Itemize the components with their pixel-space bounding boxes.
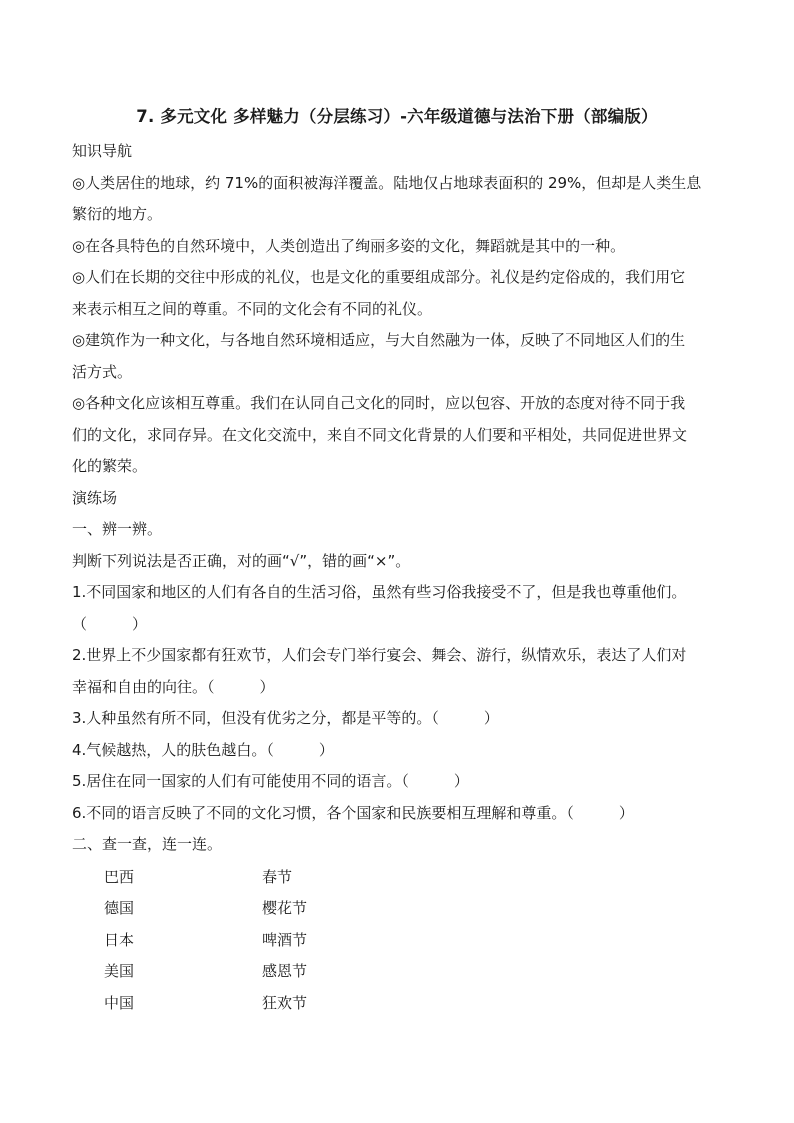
question-line: 4.气候越热，人的肤色越白。（ ） bbox=[72, 740, 334, 759]
section2-title: 二、查一查，连一连。 bbox=[72, 835, 223, 853]
section1-instruction: 判断下列说法是否正确，对的画“√”，错的画“×”。 bbox=[72, 551, 411, 570]
knowledge-paragraph bbox=[72, 262, 722, 325]
knowledge-paragraph bbox=[72, 388, 722, 483]
question-item bbox=[72, 577, 722, 640]
country-item: 中国 bbox=[104, 993, 135, 1012]
festival-item: 樱花节 bbox=[262, 899, 308, 918]
question-line: 6.不同的语言反映了不同的文化习惯，各个国家和民族要相互理解和尊重。（ ） bbox=[72, 803, 634, 822]
paragraph-line: 活方式。 bbox=[72, 362, 133, 381]
practice-heading: 演练场 bbox=[72, 488, 118, 507]
paragraph-line: ◎人们在长期的交往中形成的礼仪，也是文化的重要组成部分。礼仪是约定俗成的，我们用它 bbox=[72, 268, 686, 286]
paragraph-line: ◎在各具特色的自然环境中，人类创造出了绚丽多姿的文化，舞蹈就是其中的一种。 bbox=[72, 236, 626, 255]
question-item bbox=[72, 735, 722, 767]
country-item: 德国 bbox=[104, 899, 135, 918]
paragraph-line: 来表示相互之间的尊重。不同的文化会有不同的礼仪。 bbox=[72, 299, 433, 318]
knowledge-paragraph bbox=[72, 231, 722, 263]
question-line: 2.世界上不少国家都有狂欢节，人们会专门举行宴会、舞会、游行，纵情欢乐，表达了人们对 bbox=[72, 646, 687, 664]
matching-row bbox=[104, 924, 722, 956]
matching-row bbox=[104, 861, 722, 893]
answer-blank: （ ） bbox=[72, 614, 148, 633]
paragraph-line: 繁衍的地方。 bbox=[72, 205, 163, 223]
matching-row bbox=[104, 955, 722, 987]
question-item bbox=[72, 640, 722, 703]
question-item bbox=[72, 766, 722, 798]
document-title: 7. 多元文化 多样魅力（分层练习）-六年级道德与法治下册（部编版） bbox=[136, 107, 658, 126]
paragraph-line: ◎建筑作为一种文化，与各地自然环境相适应，与大自然融为一体，反映了不同地区人们的生 bbox=[72, 331, 686, 349]
festival-item: 感恩节 bbox=[262, 962, 308, 981]
question-line: 1.不同国家和地区的人们有各自的生活习俗，虽然有些习俗我接受不了，但是我也尊重他们。 bbox=[72, 583, 687, 601]
paragraph-line: 们的文化，求同存异。在文化交流中，来自不同文化背景的人们要和平相处，共同促进世界文 bbox=[72, 425, 688, 444]
matching-table bbox=[104, 861, 722, 1019]
question-item bbox=[72, 703, 722, 735]
knowledge-heading: 知识导航 bbox=[72, 142, 133, 160]
country-item: 巴西 bbox=[104, 867, 135, 886]
matching-row bbox=[104, 987, 722, 1019]
question-line: 3.人种虽然有所不同，但没有优劣之分，都是平等的。（ ） bbox=[72, 709, 499, 727]
country-item: 美国 bbox=[104, 962, 135, 981]
knowledge-paragraph bbox=[72, 168, 722, 231]
matching-row bbox=[104, 892, 722, 924]
knowledge-paragraph bbox=[72, 325, 722, 388]
country-item: 日本 bbox=[104, 930, 135, 949]
festival-item: 啤酒节 bbox=[262, 930, 308, 949]
paragraph-line: ◎人类居住的地球，约 71%的面积被海洋覆盖。陆地仅占地球表面积的 29%，但却是人类生息 bbox=[72, 173, 702, 192]
paragraph-line: 化的繁荣。 bbox=[72, 457, 148, 475]
section1-title: 一、辨一辨。 bbox=[72, 520, 163, 538]
festival-item: 春节 bbox=[262, 867, 293, 886]
festival-item: 狂欢节 bbox=[262, 993, 308, 1012]
question-item bbox=[72, 798, 722, 830]
question-line: 幸福和自由的向往。（ ） bbox=[72, 677, 275, 696]
question-line: 5.居住在同一国家的人们有可能使用不同的语言。（ ） bbox=[72, 772, 469, 790]
paragraph-line: ◎各种文化应该相互尊重。我们在认同自己文化的同时，应以包容、开放的态度对待不同于我 bbox=[72, 394, 686, 412]
